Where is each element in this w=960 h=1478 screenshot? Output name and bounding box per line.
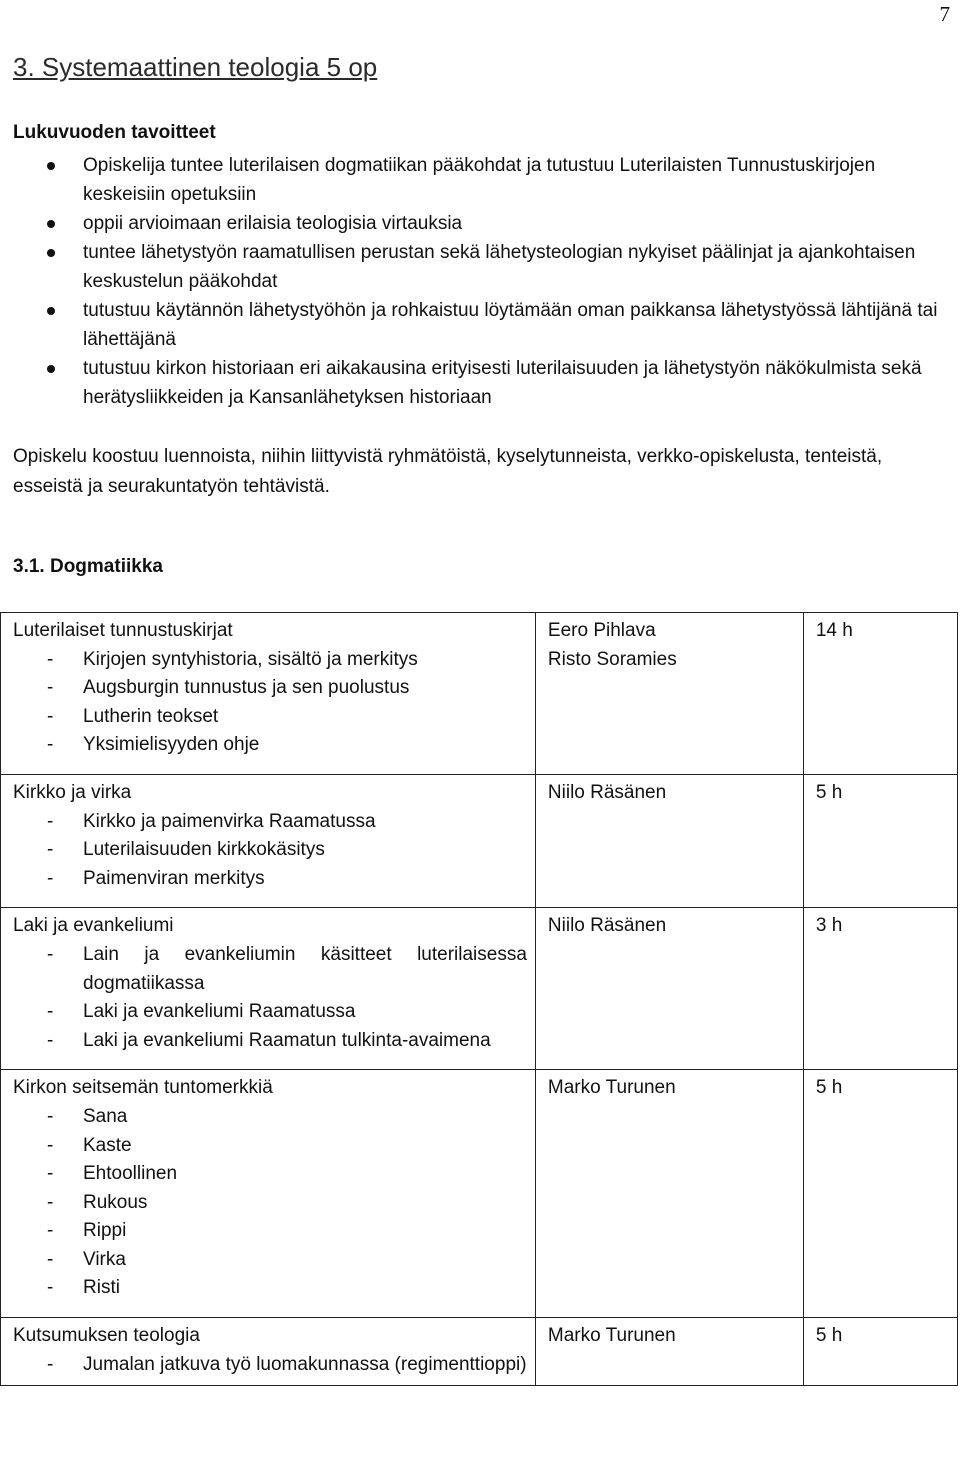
lecturer-cell [535, 908, 803, 1070]
subtopic-item: - Yksimielisyyden ohje [13, 731, 527, 760]
hours-cell: 14 h [803, 613, 957, 775]
lecturer-name: Niilo Räsänen [547, 781, 667, 803]
subtopic-item: - Kaste [13, 1132, 527, 1161]
course-topic-cell [1, 613, 536, 775]
subtopic-list [13, 1103, 527, 1303]
subtopic-item: - Laki ja evankeliumi Raamatussa [13, 998, 527, 1027]
subtopic-item: - Virka [13, 1246, 527, 1275]
subtopic-item: - Lutherin teokset [13, 703, 527, 732]
subtopic-item: - Laki ja evankeliumi Raamatun tulkinta-avaimena [13, 1027, 527, 1056]
course-row [1, 1070, 958, 1318]
subtopic-item: - Augsburgin tunnustus ja sen puolustus [13, 674, 527, 703]
subtopic-item: - Rukous [13, 1189, 527, 1218]
goal-item: Opiskelija tuntee luterilaisen dogmatiikan pääkohdat ja tutustuu Luterilaisten Tunnustuskirjojen keskeisiin opetuksiin [13, 151, 948, 209]
subtopic-item: - Risti [13, 1274, 527, 1303]
subtopic-item: - Luterilaisuuden kirkkokäsitys [13, 836, 527, 865]
lecturer-cell [535, 613, 803, 775]
subtopic-item: - Kirkko ja paimenvirka Raamatussa [13, 808, 527, 837]
lecturer-name: Marko Turunen [547, 1077, 676, 1099]
goal-item: oppii arvioimaan erilaisia teologisia virtauksia [13, 209, 948, 238]
hours-cell: 5 h [803, 774, 957, 907]
lecturer-cell [535, 1318, 803, 1386]
course-topic-cell [1, 1070, 536, 1318]
subsection-title: 3.1. Dogmatiikka [13, 556, 163, 577]
subtopic-list [13, 646, 527, 760]
course-table [0, 612, 958, 1386]
hours-cell: 5 h [803, 1318, 957, 1386]
hours-cell: 3 h [803, 908, 957, 1070]
course-title: Laki ja evankeliumi [13, 915, 174, 937]
course-title: Kirkon seitsemän tuntomerkkiä [13, 1077, 273, 1099]
course-row [1, 613, 958, 775]
goal-item: tuntee lähetystyön raamatullisen perustan sekä lähetysteologian nykyiset päälinjat ja ajankohtaisen keskustelun pääkohdat [13, 238, 948, 296]
subtopic-item: - Ehtoollinen [13, 1160, 527, 1189]
course-title: Luterilaiset tunnustuskirjat [13, 620, 233, 641]
page-number: 7 [939, 2, 950, 26]
lecturer-name: Niilo Räsänen [547, 915, 667, 937]
course-row [1, 1318, 958, 1386]
subtopic-list [13, 941, 527, 1055]
course-row [1, 908, 958, 1070]
section-title: 3. Systemaattinen teologia 5 op [13, 52, 378, 82]
course-topic-cell [1, 1318, 536, 1386]
goal-item: tutustuu käytännön lähetystyöhön ja rohkaistuu löytämään oman paikkansa lähetystyössä lähtijänä tai lähettäjänä [13, 296, 948, 354]
subtopic-list [13, 808, 527, 894]
hours-cell: 5 h [803, 1070, 957, 1318]
lecturer-cell [535, 1070, 803, 1318]
goal-item: tutustuu kirkon historiaan eri aikakausina erityisesti luterilaisuuden ja lähetystyön näkökulmista sekä herätysliikkeiden ja Kansanlähetyksen historiaan [13, 354, 948, 412]
subtopic-item: - Kirjojen syntyhistoria, sisältö ja merkitys [13, 646, 527, 675]
subtopic-item: - Lain ja evankeliumin käsitteet luterilaisessa dogmatiikassa [13, 941, 527, 998]
study-description: Opiskelu koostuu luennoista, niihin liittyvistä ryhmätöistä, kyselytunneista, verkko-opiskelusta, tenteistä, esseistä ja seurakuntatyön tehtävistä. [13, 446, 883, 497]
subtopic-item: - Sana [13, 1103, 527, 1132]
goals-heading: Lukuvuoden tavoitteet [13, 122, 216, 143]
subtopic-item: - Rippi [13, 1217, 527, 1246]
lecturer-name: Eero Pihlava [547, 620, 656, 641]
course-title: Kutsumuksen teologia [13, 1325, 200, 1347]
course-topic-cell [1, 908, 536, 1070]
lecturer-name: Risto Soramies [547, 648, 677, 670]
subtopic-item: - Jumalan jatkuva työ luomakunnassa (regimenttioppi) [13, 1351, 527, 1380]
lecturer-cell [535, 774, 803, 907]
subtopic-item: - Paimenviran merkitys [13, 865, 527, 894]
lecturer-name: Marko Turunen [547, 1325, 676, 1347]
goals-list [13, 151, 948, 412]
course-row [1, 774, 958, 907]
subtopic-list [13, 1351, 527, 1380]
course-topic-cell [1, 774, 536, 907]
course-title: Kirkko ja virka [13, 781, 132, 803]
